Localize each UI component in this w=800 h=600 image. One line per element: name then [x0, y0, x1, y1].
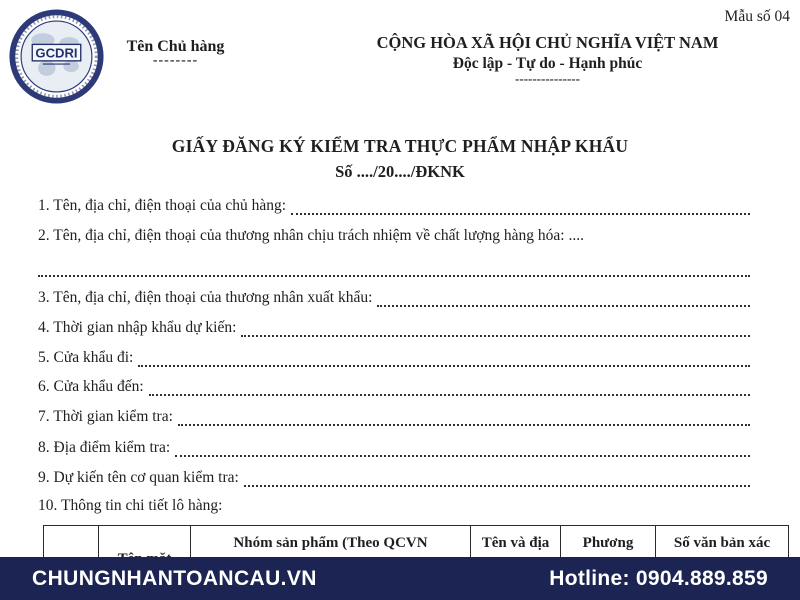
form-line-label: 4. Thời gian nhập khẩu dự kiến: — [38, 319, 237, 336]
national-header — [325, 33, 770, 84]
table-header-product-group: Nhóm sản phẩm (Theo QCVN — [191, 526, 471, 594]
national-title: CỘNG HÒA XÃ HỘI CHỦ NGHĨA VIỆT NAM — [376, 33, 719, 52]
footer-hotline: Hotline: 0904.889.859 — [549, 566, 768, 590]
owner-label: Tên Chủ hàng — [126, 38, 225, 55]
form-line-label: 10. Thông tin chi tiết lô hàng: — [38, 497, 223, 514]
gcdri-logo — [8, 8, 105, 105]
form-number: Mẫu số 04 — [724, 8, 790, 25]
document-number-line: Số ..../20..../ĐKNK — [335, 162, 465, 181]
form-line-5 — [38, 349, 752, 371]
form-line-2-continuation — [38, 259, 752, 281]
dotted-leader — [291, 213, 750, 215]
dotted-leader — [241, 335, 750, 337]
form-line-4 — [38, 319, 752, 341]
table-header-document-number: Số văn bản xác — [673, 535, 771, 551]
form-line-1 — [38, 197, 752, 219]
form-line-label: 1. Tên, địa chỉ, điện thoại của chủ hàng: — [38, 197, 287, 214]
dotted-leader — [244, 485, 750, 487]
form-line-label: 7. Thời gian kiểm tra: — [38, 408, 173, 425]
gcdri-seal-icon — [8, 8, 105, 105]
logo-text: GCDRI — [35, 45, 78, 61]
form-line-9 — [38, 469, 752, 491]
form-line-7 — [38, 408, 752, 430]
form-line-2 — [38, 227, 752, 249]
dotted-leader — [178, 424, 750, 426]
form-line-label: 2. Tên, địa chỉ, điện thoại của thương nhân chịu trách nhiệm về chất lượng hàng hóa: .... — [38, 227, 584, 244]
table-header-name-address: Tên và địa — [471, 526, 561, 594]
document-title: GIẤY ĐĂNG KÝ KIỂM TRA THỰC PHẨM NHẬP KHẨU — [171, 136, 629, 156]
form-line-label: 3. Tên, địa chỉ, điện thoại của thương nhân xuất khẩu: — [38, 289, 373, 306]
dotted-leader — [175, 455, 750, 457]
dotted-leader — [138, 365, 750, 367]
form-line-6 — [38, 378, 752, 400]
footer-website: CHUNGNHANTOANCAU.VN — [32, 566, 317, 590]
dotted-leader — [149, 394, 750, 396]
footer-bar — [0, 557, 800, 600]
table-header-method: Phương — [561, 526, 656, 594]
dotted-leader — [377, 305, 750, 307]
owner-dashes: -------- — [152, 53, 199, 68]
national-motto: Độc lập - Tự do - Hạnh phúc — [452, 55, 643, 72]
dotted-leader — [38, 275, 750, 277]
form-line-label: 6. Cửa khẩu đến: — [38, 378, 144, 395]
form-line-8 — [38, 439, 752, 461]
form-line-label: 8. Địa điểm kiểm tra: — [38, 439, 171, 456]
form-line-3 — [38, 289, 752, 311]
owner-block — [103, 38, 248, 66]
form-line-label: 9. Dự kiến tên cơ quan kiểm tra: — [38, 469, 239, 486]
logo-subline — [43, 63, 70, 65]
form-line-10 — [38, 497, 752, 519]
motto-dashes: --------------- — [515, 71, 580, 86]
form-line-label: 5. Cửa khẩu đi: — [38, 349, 134, 366]
